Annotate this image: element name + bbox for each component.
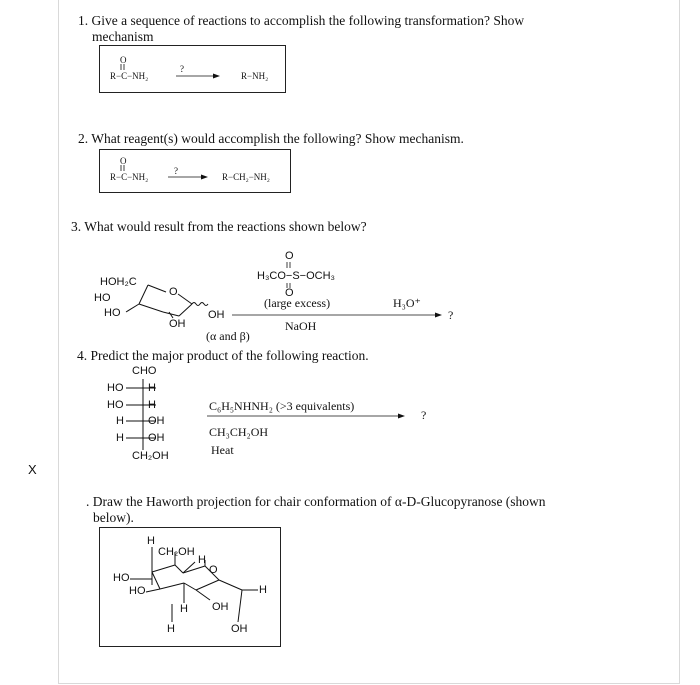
q5-h-right-label: H: [259, 584, 267, 596]
q4-solvent: CH₃CH₂OH: [209, 425, 269, 439]
q3-sulfate-top-oxygen: O: [285, 250, 294, 262]
q5-h-c2-label: H: [180, 603, 188, 615]
q4-row-3-right: OH: [148, 415, 165, 427]
q3-reagent-note: (large excess): [264, 296, 331, 310]
question-1-line-1: 1. Give a sequence of reactions to accomplish the following transformation? Show: [78, 13, 525, 28]
q4-row-2-right: H: [148, 399, 156, 411]
question-5-line-2: below).: [93, 510, 134, 525]
q3-ring-oxygen: O: [169, 286, 178, 298]
q1-reactant: R−C−NH₂: [110, 71, 149, 81]
q3-sulfate-bottom-oxygen: O: [285, 287, 294, 299]
q1-arrow-label: ?: [180, 64, 184, 74]
q4-condition: Heat: [211, 443, 234, 457]
q3-base-label: NaOH: [285, 319, 317, 333]
q5-h-top-label: H: [147, 535, 155, 547]
q4-row-4-left: H: [116, 432, 124, 444]
q3-ho-label-2: HO: [104, 307, 121, 319]
question-3-text: 3. What would result from the reactions shown below?: [71, 219, 367, 234]
q1-product: R−NH₂: [241, 71, 269, 81]
q5-ho-c4-label: HO: [113, 572, 130, 584]
q4-reagent: C₆H₅NHNH₂ (>3 equivalents): [209, 399, 355, 413]
q3-ring-oh-label: OH: [169, 318, 186, 330]
q3-anomeric-oh-label: OH: [208, 309, 225, 321]
q4-row-1-right: H: [148, 382, 156, 394]
question-1-line-2: mechanism: [92, 29, 154, 44]
q5-ho-c3-label: HO: [129, 585, 146, 597]
q4-row-2-left: HO: [107, 399, 124, 411]
q5-h-bottom-label: H: [167, 623, 175, 635]
q3-acid-step-label: H₃O⁺: [393, 296, 421, 310]
q4-row-1-left: HO: [107, 382, 124, 394]
q5-oh-c2-label: OH: [212, 601, 229, 613]
q5-oh-bottom-label: OH: [231, 623, 248, 635]
margin-x-mark: X: [28, 462, 37, 477]
q4-ch2oh-label: CH₂OH: [132, 450, 169, 462]
q2-arrow-label: ?: [174, 166, 178, 176]
q5-h-c5-label: H: [198, 554, 206, 566]
question-4-text: 4. Predict the major product of the following reaction.: [77, 348, 369, 363]
q2-product: R−CH₂−NH₂: [222, 172, 270, 182]
q4-row-3-left: H: [116, 415, 124, 427]
q3-anomer-note: (α and β): [206, 329, 250, 343]
q3-sulfate-formula: H₃CO−S−OCH₃: [257, 270, 336, 282]
q3-result: ?: [448, 308, 454, 322]
q2-reactant: R−C−NH₂: [110, 172, 149, 182]
question-5-line-1: . Draw the Haworth projection for chair conformation of α-D-Glucopyranose (shown: [86, 494, 546, 509]
q5-ch2oh-label: CH₂OH: [158, 546, 195, 558]
q2-carbonyl-oxygen: O: [120, 156, 127, 166]
q5-ring-oxygen-label: O: [209, 564, 218, 576]
q4-cho-label: CHO: [132, 365, 157, 377]
q4-result: ?: [421, 408, 427, 422]
q3-ho-label-1: HO: [94, 292, 111, 304]
question-2-text: 2. What reagent(s) would accomplish the following? Show mechanism.: [78, 131, 464, 146]
q1-carbonyl-oxygen: O: [120, 55, 127, 65]
q4-row-4-right: OH: [148, 432, 165, 444]
q3-hoh2c-label: HOH₂C: [100, 276, 137, 288]
